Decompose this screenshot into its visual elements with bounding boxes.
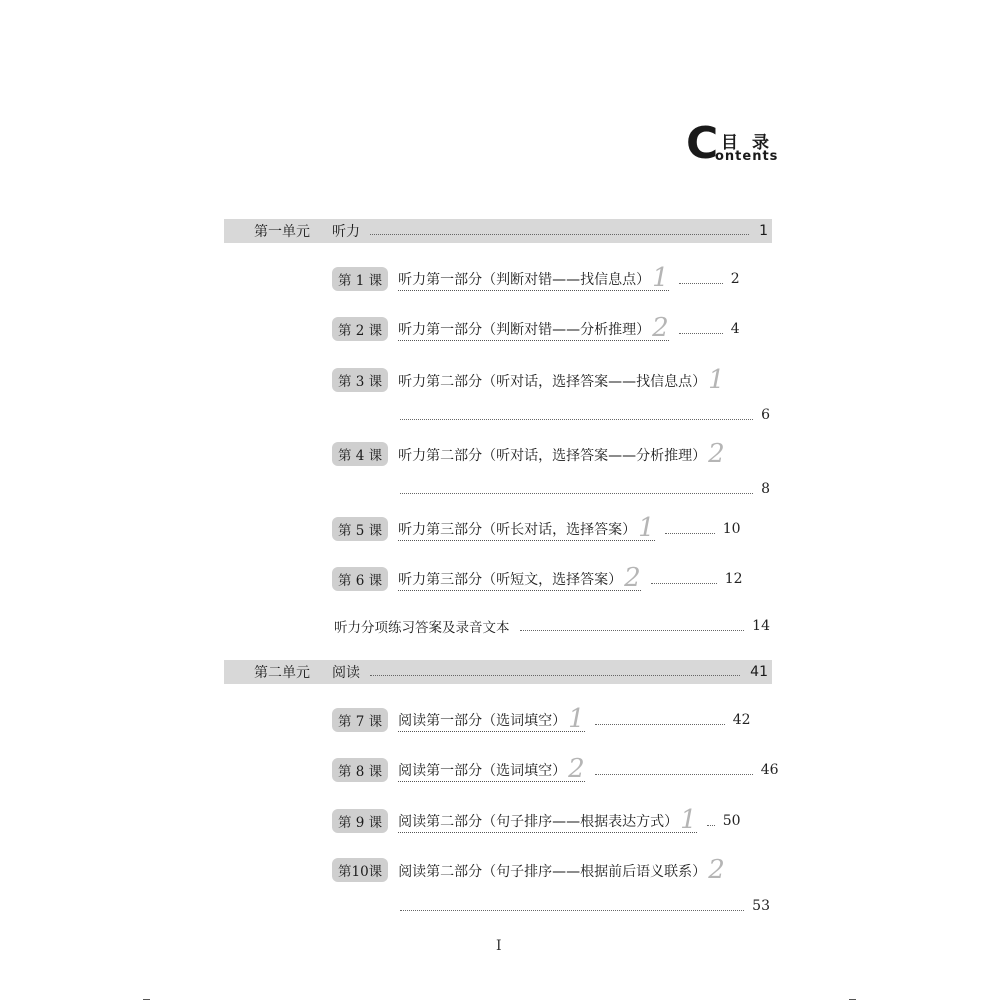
lesson-row-10-continued[interactable] (400, 896, 770, 916)
lesson-badge: 第 1 课 (332, 267, 388, 291)
lesson-badge: 第 8 课 (332, 758, 388, 782)
leader-dots (520, 630, 745, 631)
lesson-title: 听力第一部分（判断对错——分析推理） (398, 322, 651, 338)
lesson-title: 听力第三部分（听长对话，选择答案） (398, 522, 637, 538)
lesson-page: 10 (722, 521, 741, 537)
level-mark: 1 (638, 513, 655, 543)
leader-dots (679, 283, 723, 284)
unit-number: 第二单元 (254, 665, 310, 681)
lesson-badge: 第 2 课 (332, 317, 388, 341)
lesson-badge: 第 5 课 (332, 517, 388, 541)
level-mark: 2 (708, 854, 725, 885)
lesson-badge: 第 7 课 (332, 708, 388, 732)
lesson-title: 听力第一部分（判断对错——找信息点） (398, 272, 651, 288)
crop-mark-right (849, 999, 856, 1000)
lesson-title: 阅读第二部分（句子排序——根据表达方式） (398, 814, 679, 830)
lesson-row-1[interactable] (332, 263, 740, 293)
unit-title: 阅读 (332, 665, 360, 681)
leader-dots (707, 825, 715, 826)
answers-row[interactable] (334, 615, 770, 637)
lesson-title-underlined (398, 754, 585, 784)
lesson-title: 听力第三部分（听短文，选择答案） (398, 572, 623, 588)
lesson-page: 6 (761, 407, 770, 423)
leader-dots (370, 675, 740, 676)
unit-page: 1 (759, 223, 768, 239)
lesson-title: 阅读第一部分（选词填空） (398, 763, 567, 779)
leader-dots (595, 724, 725, 725)
contents-title-en: ontents (715, 149, 779, 164)
lesson-badge: 第 3 课 (332, 368, 388, 392)
lesson-title-underlined (398, 364, 725, 395)
level-mark: 2 (652, 313, 669, 343)
level-mark: 2 (708, 438, 725, 469)
unit-row-1[interactable] (224, 219, 772, 243)
leader-dots (400, 419, 753, 420)
lesson-row-7[interactable] (332, 704, 751, 734)
lesson-page: 50 (722, 813, 741, 829)
lesson-page: 42 (732, 712, 751, 728)
leader-dots (665, 533, 715, 534)
unit-row-2[interactable] (224, 660, 772, 684)
answers-page: 14 (752, 618, 770, 634)
level-mark: 1 (708, 364, 725, 395)
lesson-title-underlined (398, 438, 725, 469)
lesson-page: 46 (760, 762, 779, 778)
level-mark: 1 (652, 263, 669, 293)
lesson-title-underlined (398, 704, 585, 734)
lesson-row-8[interactable] (332, 754, 779, 784)
leader-dots (679, 333, 723, 334)
lesson-row-4-continued[interactable] (400, 479, 770, 499)
lesson-row-9[interactable] (332, 805, 741, 835)
lesson-title-underlined (398, 563, 641, 593)
leader-dots (400, 910, 744, 911)
lesson-title-underlined (398, 854, 725, 885)
lesson-title-underlined (398, 313, 669, 343)
unit-number: 第一单元 (254, 224, 310, 240)
lesson-page: 4 (730, 321, 740, 337)
lesson-row-6[interactable] (332, 563, 743, 593)
lesson-row-3-continued[interactable] (400, 405, 770, 425)
lesson-title: 听力第二部分（听对话，选择答案——找信息点） (398, 373, 707, 390)
leader-dots (400, 493, 753, 494)
answers-title: 听力分项练习答案及录音文本 (334, 620, 510, 636)
lesson-page: 53 (752, 898, 770, 914)
lesson-page: 8 (761, 481, 770, 497)
lesson-row-4[interactable] (332, 438, 725, 469)
leader-dots (595, 774, 753, 775)
lesson-title: 阅读第二部分（句子排序——根据前后语义联系） (398, 863, 707, 880)
leader-dots (651, 583, 717, 584)
level-mark: 1 (680, 805, 697, 835)
lesson-row-5[interactable] (332, 513, 741, 543)
page-folio: I (496, 938, 502, 954)
lesson-row-2[interactable] (332, 313, 740, 343)
lesson-title-underlined (398, 805, 697, 835)
crop-mark-left (143, 999, 150, 1000)
contents-logo-letter: C (686, 118, 719, 169)
leader-dots (370, 234, 749, 235)
lesson-title-underlined (398, 513, 655, 543)
lesson-page: 2 (730, 271, 740, 287)
lesson-badge: 第 6 课 (332, 567, 388, 591)
lesson-badge: 第10课 (332, 858, 388, 882)
level-mark: 2 (624, 563, 641, 593)
lesson-title: 阅读第一部分（选词填空） (398, 713, 567, 729)
lesson-page: 12 (724, 571, 743, 587)
lesson-badge: 第 9 课 (332, 809, 388, 833)
lesson-title: 听力第二部分（听对话，选择答案——分析推理） (398, 447, 707, 464)
lesson-title-underlined (398, 263, 669, 293)
level-mark: 2 (568, 754, 585, 784)
unit-title: 听力 (332, 224, 360, 240)
lesson-badge: 第 4 课 (332, 442, 388, 466)
lesson-row-3[interactable] (332, 364, 725, 395)
unit-page: 41 (750, 664, 768, 680)
level-mark: 1 (568, 704, 585, 734)
contents-title-cn: 目录 (721, 133, 783, 153)
lesson-row-10[interactable] (332, 854, 725, 885)
